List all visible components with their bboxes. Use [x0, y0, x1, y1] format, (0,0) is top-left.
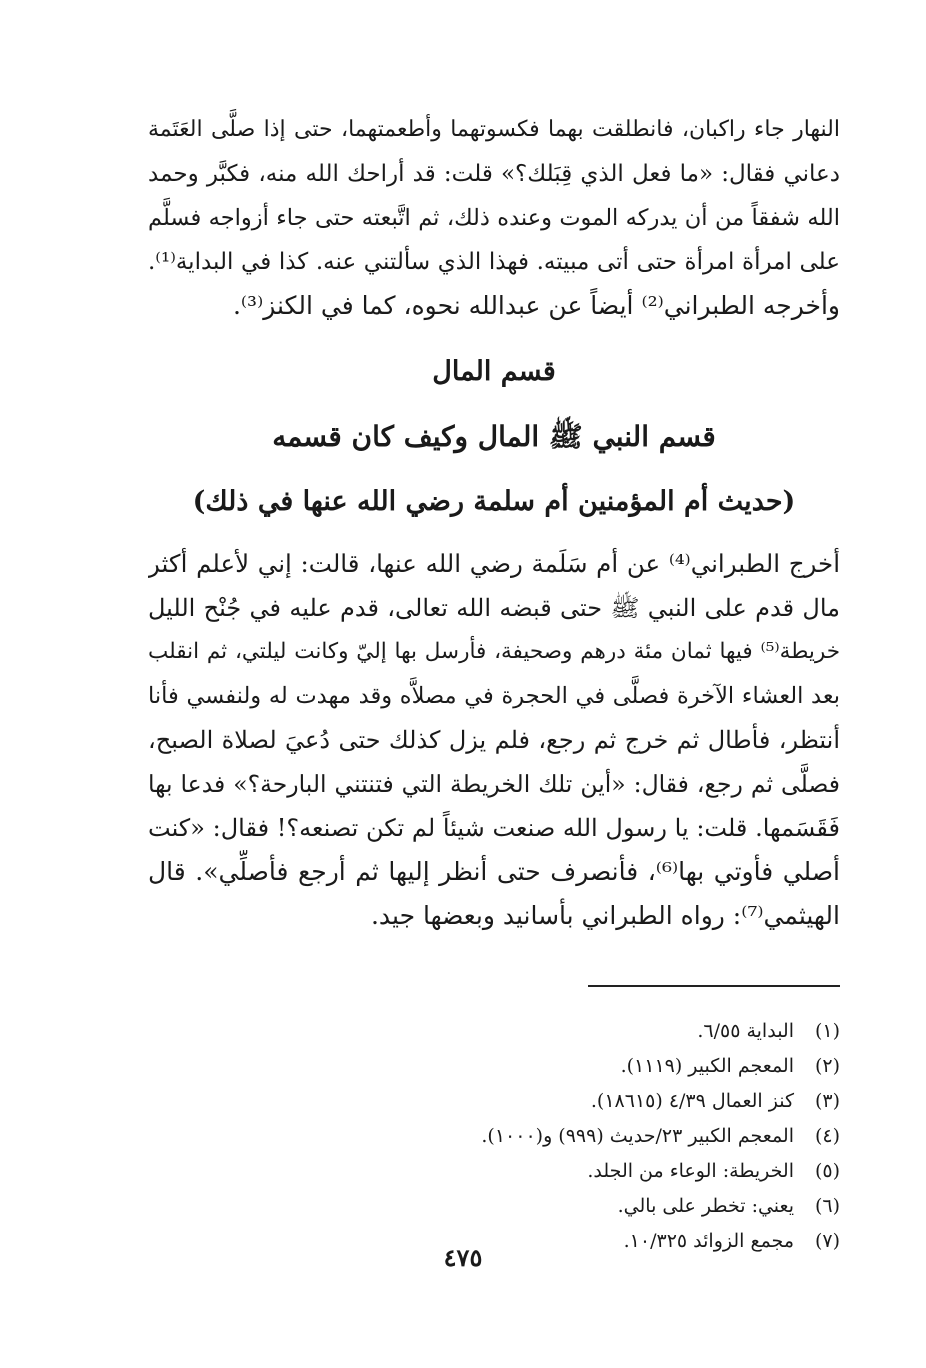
- page-number: ٤٧٥: [443, 1243, 483, 1272]
- text-line: على امرأة امرأة حتى أتى مبيته. فهذا الذي سألتني عنه. كذا في البداية⁽¹⁾.: [148, 249, 840, 275]
- hadith-heading: (حديث أم المؤمنين أم سلمة رضي الله عنها في ذلك): [192, 486, 796, 517]
- text-line: بعد العشاء الآخرة فصلَّى في الحجرة في مصلاَّه وقد مهدت له ولنفسي فأنا: [148, 683, 840, 709]
- footnote-number: (١): [814, 1020, 840, 1042]
- top-paragraph: [148, 108, 840, 328]
- text-line: الله شفقاً من أن يدركه الموت وعنده ذلك، ثم اتَّبعته حتى جاء أزواجه فسلَّم: [148, 205, 840, 231]
- footnote-number: (٣): [814, 1090, 840, 1112]
- text-line: خريطة⁽⁵⁾ فيها ثمان مئة درهم وصحيفة، فأرسل بها إليّ وكانت ليلتي، ثم انقلب: [148, 639, 840, 664]
- text-line: وأخرجه الطبراني⁽²⁾ أيضاً عن عبدالله نحوه، كما في الكنز⁽³⁾.: [232, 291, 840, 320]
- footnote: [148, 1119, 840, 1154]
- text-line: أنتظر، فأطال ثم خرج ثم رجع، فلم يزل كذلك حتى دُعيَ لصلاة الصبح،: [148, 726, 840, 754]
- text-line: النهار جاء راكبان، فانطلقت بهما فكسوتهما وأطعمتهما، حتى إذا صلَّى العَتَمة: [148, 117, 840, 142]
- section-heading: قسم المال: [432, 356, 556, 387]
- footnote-number: (٧): [814, 1230, 840, 1252]
- footnote-number: (٦): [814, 1195, 840, 1217]
- text-line: دعاني فقال: «ما فعل الذي قِبَلك؟» قلت: قد أراحك الله منه، فكبَّر وحمد: [148, 161, 840, 187]
- footnote: [148, 1154, 840, 1189]
- footnote: [148, 1189, 840, 1224]
- footnote-number: (٥): [814, 1160, 840, 1182]
- footnote-number: (٤): [814, 1125, 840, 1147]
- footnote: [148, 1049, 840, 1084]
- footnote-text: المعجم الكبير ٢٣/حديث (٩٩٩) و(١٠٠٠).: [481, 1125, 794, 1147]
- text-line: فصلَّى ثم رجع، فقال: «أين تلك الخريطة التي فتنتني البارحة؟» فدعا بها: [148, 770, 840, 798]
- text-line: أخرج الطبراني⁽⁴⁾ عن أم سَلَمة رضي الله عنها، قالت: إني لأعلم أكثر: [148, 549, 840, 578]
- text-line: أصلي فأوتي بها⁽⁶⁾، فأنصرف حتى أنظر إليها ثم أرجع فأصلِّي». قال: [148, 857, 840, 886]
- text-line: الهيثمي⁽⁷⁾: رواه الطبراني بأسانيد وبعضها جيد.: [370, 901, 840, 930]
- footnote-number: (٢): [814, 1055, 840, 1077]
- footnote-text: البداية ٦/٥٥.: [697, 1020, 794, 1042]
- footnote-text: يعني: تخطر على بالي.: [617, 1195, 794, 1217]
- footnote-divider: [588, 985, 840, 987]
- footnote-text: الخريطة: الوعاء من الجلد.: [587, 1160, 794, 1182]
- chapter-heading: قسم النبي ﷺ المال وكيف كان قسمه: [272, 420, 716, 453]
- footnote-text: كنز العمال ٤/٣٩ (١٨٦١٥).: [590, 1090, 794, 1112]
- main-paragraph: [148, 542, 840, 938]
- footnote: [148, 1014, 840, 1049]
- footnotes: [148, 1014, 840, 1259]
- text-line: فَقَسَمها. قلت: يا رسول الله صنعت شيئاً لم تكن تصنعه؟! فقال: «كنت: [148, 814, 840, 842]
- footnote: [148, 1084, 840, 1119]
- text-line: مال قدم على النبي ﷺ حتى قبضه الله تعالى، قدم عليه في جُنْح الليل: [148, 594, 840, 622]
- footnote-text: مجمع الزوائد ١٠/٣٢٥.: [623, 1230, 794, 1252]
- footnote-text: المعجم الكبير (١١١٩).: [620, 1055, 794, 1077]
